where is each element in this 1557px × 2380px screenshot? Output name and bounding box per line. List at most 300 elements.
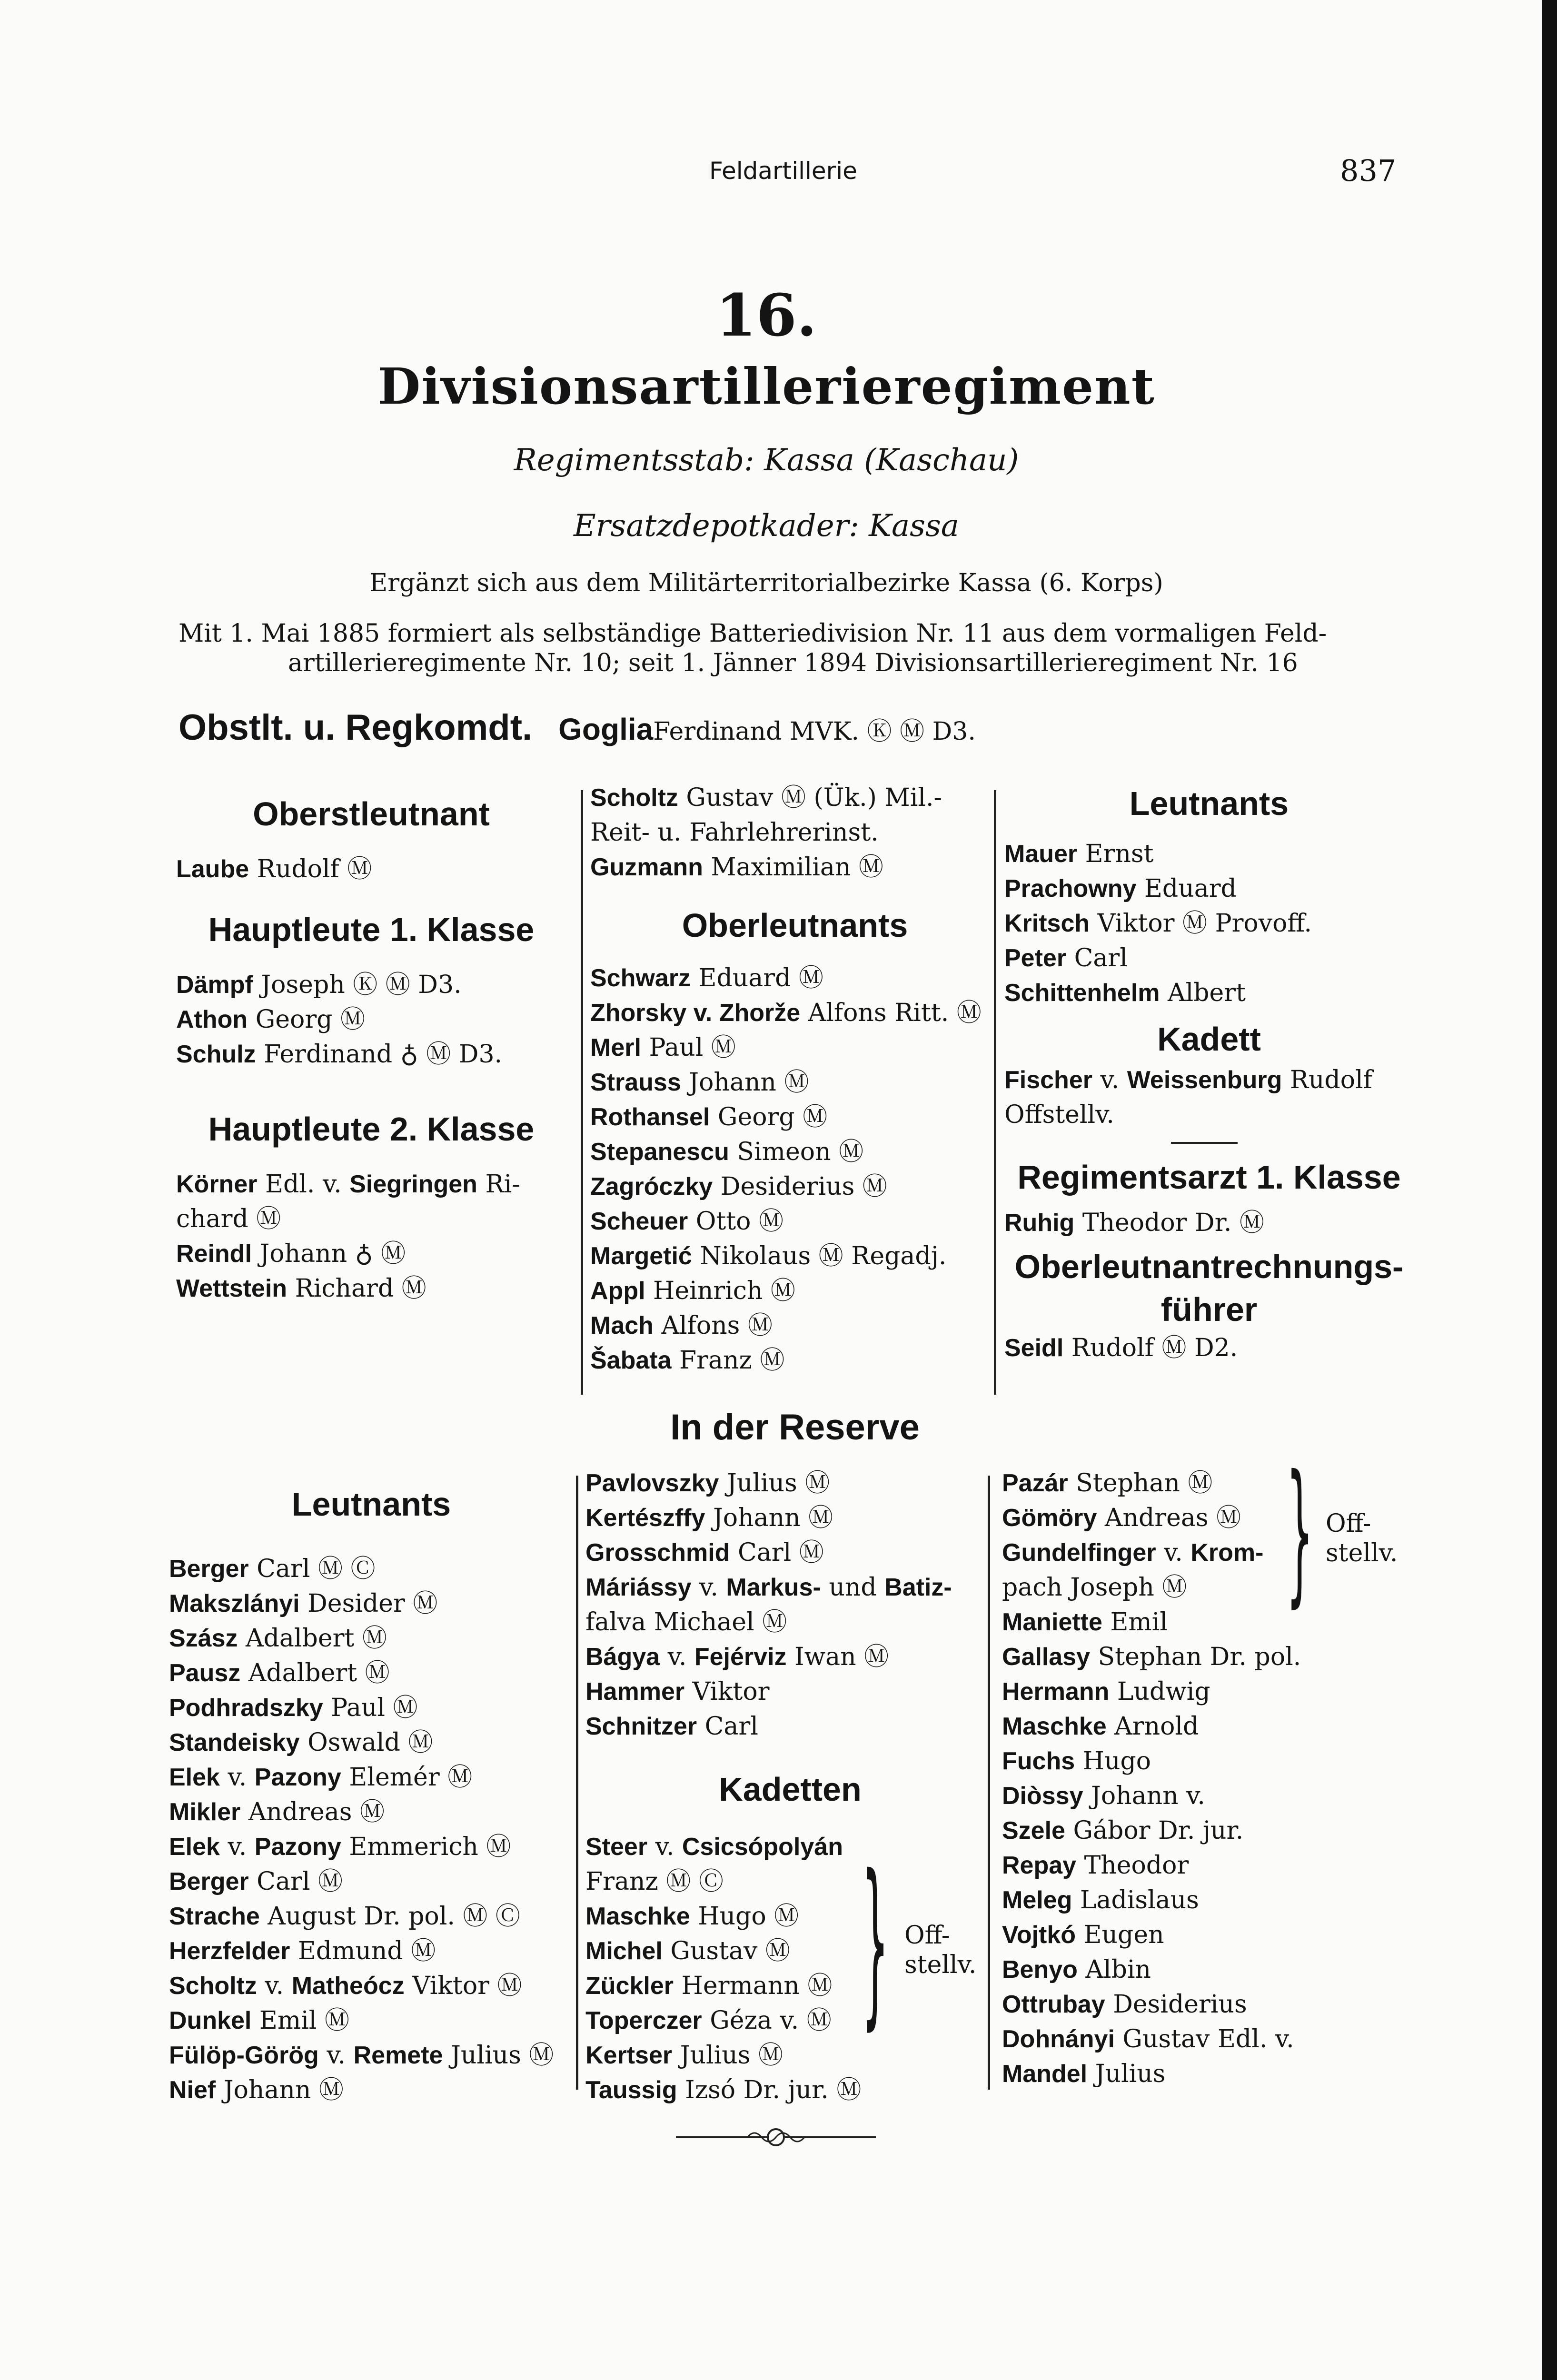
surname: Vojtkó: [1002, 1921, 1076, 1949]
surname: Szász: [169, 1625, 238, 1652]
heading-reserve: In der Reserve: [670, 1407, 920, 1448]
list-item: [590, 850, 1000, 885]
entry-text: Arnold: [1106, 1712, 1199, 1741]
entry-text: Gábor Dr. jur.: [1065, 1816, 1244, 1845]
surname: Krom-: [1190, 1539, 1264, 1567]
surname: Toperczer: [585, 2007, 702, 2034]
commander-surname: Goglia: [558, 712, 654, 746]
list-item: [1002, 1640, 1416, 1675]
surname: Strauss: [590, 1069, 681, 1096]
surname: Scheuer: [590, 1208, 688, 1235]
list-item: [169, 1830, 574, 1864]
heading-hauptleute-1: Hauptleute 1. Klasse: [208, 911, 535, 948]
entry-text: Nikolaus Ⓜ Regadj.: [692, 1242, 947, 1270]
list-item: [1004, 1098, 1414, 1132]
heading-reserve-leutnants: Leutnants: [291, 1486, 451, 1523]
list-item: [169, 1621, 574, 1656]
surname: Pazony: [254, 1833, 341, 1861]
entry-text: v.: [219, 1833, 255, 1861]
entry-text: Paul Ⓜ: [323, 1694, 418, 1722]
list-item: [585, 2038, 995, 2073]
surname: Gömöry: [1002, 1504, 1097, 1532]
heading-reserve-kadetten: Kadetten: [719, 1771, 862, 1808]
running-title: Feldartillerie: [709, 157, 857, 185]
page-number: 837: [1340, 153, 1397, 188]
surname: Kritsch: [1004, 910, 1090, 937]
list-item: [169, 1587, 574, 1621]
entry-text: Eugen: [1076, 1921, 1164, 1949]
surname: Mikler: [169, 1798, 241, 1826]
surname: Hammer: [585, 1678, 685, 1706]
entry-text: Albin: [1077, 1955, 1151, 1984]
entry-text: Julius: [1087, 2060, 1166, 2088]
surname: Matheócz: [291, 1972, 405, 2000]
list-item: [585, 1709, 995, 1744]
surname: Reindl: [176, 1240, 252, 1268]
entry-text: Desiderius: [1105, 1990, 1247, 2019]
commander-line: [179, 707, 976, 748]
list-item: [585, 1830, 995, 1864]
surname: Zagróczky: [590, 1173, 713, 1200]
list-item: [590, 1239, 1000, 1274]
brace-reserve-col3: }: [1286, 1443, 1314, 1623]
list-item: [1004, 1206, 1414, 1240]
entry-text: falva Michael Ⓜ: [585, 1608, 787, 1636]
list-item: [1004, 1063, 1414, 1098]
list-item: [585, 1536, 995, 1570]
surname: Fuchs: [1002, 1747, 1075, 1775]
entry-text: Johann ♁ Ⓜ: [251, 1240, 406, 1268]
surname: Kertser: [585, 2042, 673, 2069]
surname: Weissenburg: [1127, 1066, 1282, 1094]
heading-kadett: Kadett: [1157, 1021, 1261, 1058]
surname: Berger: [169, 1555, 249, 1583]
entry-text: v.: [257, 1972, 292, 2000]
surname: Mauer: [1004, 840, 1078, 868]
col3-note-line2: stellv.: [1326, 1539, 1398, 1567]
recruitment-line: Ergänzt sich aus dem Militärterritorialbezirke Kassa (6. Korps): [369, 569, 1163, 597]
list-item: [590, 996, 1000, 1031]
surname: Pausz: [169, 1659, 241, 1687]
surname: Batiz-: [884, 1574, 952, 1601]
entry-text: Viktor Ⓜ Provoff.: [1090, 909, 1312, 938]
surname: Stepanescu: [590, 1138, 729, 1166]
surname: Merl: [590, 1034, 641, 1061]
surname: Repay: [1002, 1852, 1077, 1879]
entry-text: Maximilian Ⓜ: [703, 853, 883, 882]
list-item: [176, 1237, 566, 1271]
entry-text: Gustav Ⓜ (Ük.) Mil.-: [678, 783, 942, 812]
surname: Dohnányi: [1002, 2025, 1115, 2053]
surname: Standeisky: [169, 1729, 300, 1756]
surname: Gallasy: [1002, 1643, 1091, 1671]
entry-text: Johann Ⓜ: [216, 2076, 344, 2104]
surname: Steer: [585, 1833, 648, 1861]
list-item: [169, 1760, 574, 1795]
entry-text: Julius Ⓜ: [443, 2041, 554, 2070]
list-item: [590, 781, 1000, 815]
entry-text: Julius Ⓜ: [719, 1469, 830, 1497]
entry-text: Viktor: [684, 1677, 770, 1706]
entry-text: Carl Ⓜ: [730, 1538, 824, 1567]
list-item: [1002, 1570, 1416, 1605]
entry-text: Emil Ⓜ: [251, 2006, 349, 2035]
list-item: [585, 1501, 995, 1536]
kadetten-offstellv-note: [904, 1921, 976, 1980]
entry-text: Adalbert Ⓜ: [240, 1659, 390, 1687]
scan-edge: [1542, 0, 1557, 2380]
heading-rechnungsfuehrer-line1: Oberleutnantrechnungs-: [1014, 1248, 1404, 1285]
list-item: [1002, 1883, 1416, 1918]
entry-text: Ludwig: [1109, 1677, 1210, 1706]
regiment-title: Divisionsartillerieregiment: [377, 357, 1155, 416]
entry-text: Franz Ⓜ Ⓒ: [585, 1867, 724, 1896]
entry-text: Otto Ⓜ: [688, 1207, 784, 1236]
surname: Maschke: [1002, 1713, 1107, 1740]
kadetten-note-line1: Off-: [904, 1921, 950, 1950]
entry-text: Gustav Edl. v.: [1114, 2025, 1294, 2053]
list-item: [590, 1031, 1000, 1065]
entry-text: Desiderius Ⓜ: [713, 1172, 887, 1201]
surname: Seidl: [1004, 1334, 1064, 1362]
entry-text: Stephan Dr. pol.: [1090, 1643, 1301, 1671]
list-item: [176, 1037, 566, 1072]
entry-text: Rudolf Ⓜ D2.: [1063, 1334, 1238, 1362]
entry-text: v.: [219, 1763, 255, 1792]
entry-text: Carl: [697, 1712, 758, 1741]
surname: Elek: [169, 1764, 220, 1791]
list-item: [590, 1135, 1000, 1170]
entry-text: Theodor: [1076, 1851, 1189, 1880]
entry-text: Ri-: [477, 1170, 520, 1199]
entry-text: Ernst: [1077, 840, 1154, 868]
reserve-column-1: [169, 1471, 574, 2108]
commander-rank: Obstlt. u. Regkomdt.: [179, 707, 533, 748]
surname: Pazár: [1002, 1469, 1068, 1497]
list-item: [1002, 1709, 1416, 1744]
list-item: [590, 1309, 1000, 1343]
surname: Kertészffy: [585, 1504, 705, 1532]
entry-text: und: [821, 1573, 885, 1602]
surname: Körner: [176, 1170, 258, 1198]
list-item: [176, 1202, 566, 1237]
entry-text: Viktor Ⓜ: [404, 1972, 522, 2000]
entry-text: Richard Ⓜ: [287, 1274, 426, 1303]
list-item: [590, 1343, 1000, 1378]
heading-leutnants: Leutnants: [1129, 785, 1289, 822]
column-rule: [576, 1476, 578, 2090]
entry-text: Franz Ⓜ: [671, 1346, 785, 1375]
entry-text: Desider Ⓜ: [299, 1589, 438, 1618]
entry-text: Georg Ⓜ: [248, 1005, 365, 1034]
surname: Csicsópolyán: [682, 1833, 843, 1861]
surname: Nief: [169, 2076, 216, 2104]
heading-oberleutnants: Oberleutnants: [682, 907, 908, 944]
entry-text: Stephan Ⓜ: [1068, 1469, 1213, 1497]
surname: Dämpf: [176, 971, 253, 999]
surname: Diòssy: [1002, 1782, 1083, 1810]
kadetten-note-line2: stellv.: [904, 1951, 977, 1979]
surname: Ottrubay: [1002, 1991, 1105, 2018]
entry-text: Carl: [1066, 944, 1128, 972]
entry-text: v.: [660, 1643, 694, 1671]
surname: Szele: [1002, 1817, 1065, 1844]
entry-text: chard Ⓜ: [176, 1205, 281, 1233]
entry-text: Géza v. Ⓜ: [702, 2006, 832, 2035]
list-item: [1004, 941, 1414, 976]
entry-text: v.: [318, 2041, 354, 2070]
list-item: [585, 2073, 995, 2108]
entry-text: Edl. v.: [257, 1170, 350, 1199]
entry-text: Emmerich Ⓜ: [341, 1833, 511, 1861]
list-item: [1002, 1466, 1416, 1501]
col3-note-line1: Off-: [1326, 1509, 1371, 1538]
entry-text: v.: [1156, 1538, 1191, 1567]
list-item: [169, 1656, 574, 1691]
list-item: [585, 2003, 995, 2038]
list-item: [1002, 2057, 1416, 2092]
surname: Peter: [1004, 944, 1067, 972]
surname: Pavlovszky: [585, 1469, 719, 1497]
surname: Gundelfinger: [1002, 1539, 1156, 1567]
entry-text: Johann Ⓜ: [681, 1068, 809, 1097]
surname: Maniette: [1002, 1608, 1102, 1636]
list-item: [585, 1605, 995, 1640]
entry-text: Johann v.: [1083, 1782, 1205, 1810]
entry-text: Eduard: [1136, 874, 1237, 903]
list-item: [1004, 872, 1414, 906]
list-item: [1002, 1779, 1416, 1814]
entry-text: Alfons Ritt. Ⓜ: [800, 999, 982, 1027]
list-item: [585, 1466, 995, 1501]
column-rule: [581, 790, 583, 1395]
surname: Máriássy: [585, 1574, 692, 1601]
entry-text: Alfons Ⓜ: [653, 1311, 773, 1340]
list-item: [585, 1640, 995, 1675]
entry-text: Carl Ⓜ Ⓒ: [248, 1555, 376, 1583]
surname: Mach: [590, 1312, 654, 1339]
heading-rechnungsfuehrer: [1004, 1245, 1414, 1331]
surname: Schwarz: [590, 964, 691, 992]
heading-rechnungsfuehrer-line2: führer: [1160, 1291, 1258, 1328]
list-item: [169, 1899, 574, 1934]
list-item: [169, 1934, 574, 1969]
entry-text: Paul Ⓜ: [641, 1033, 736, 1062]
surname: Rothansel: [590, 1103, 710, 1131]
list-item: [590, 1204, 1000, 1239]
list-item: [590, 815, 1000, 850]
list-item: [169, 2073, 574, 2108]
commander-details: Ferdinand MVK. Ⓚ Ⓜ D3.: [653, 717, 976, 746]
surname: Scholtz: [169, 1972, 257, 2000]
list-item: [590, 1170, 1000, 1204]
surname: Maschke: [585, 1903, 690, 1930]
list-item: [1004, 1331, 1414, 1366]
heading-hauptleute-2: Hauptleute 2. Klasse: [208, 1111, 535, 1148]
list-item: [1002, 1605, 1416, 1640]
surname: Mandel: [1002, 2060, 1088, 2088]
list-item: [169, 2038, 574, 2073]
surname: Fülöp-Görög: [169, 2042, 319, 2069]
entry-text: Georg Ⓜ: [710, 1103, 828, 1131]
list-item: [1002, 1953, 1416, 1987]
entry-text: Theodor Dr. Ⓜ: [1074, 1209, 1264, 1237]
entry-text: Gustav Ⓜ: [662, 1937, 790, 1965]
entry-text: Ferdinand ♁ Ⓜ D3.: [256, 1040, 503, 1069]
surname: Herzfelder: [169, 1937, 290, 1965]
list-item: [585, 1675, 995, 1709]
list-item: [1004, 837, 1414, 872]
column-rule: [994, 790, 996, 1395]
entry-text: Elemér Ⓜ: [341, 1763, 473, 1792]
list-item: [169, 1795, 574, 1830]
entry-text: Hermann Ⓜ: [673, 1972, 833, 2000]
list-item: [1002, 2022, 1416, 2057]
list-item: [1002, 1675, 1416, 1709]
list-item: [1004, 976, 1414, 1011]
brace-kadetten: }: [862, 1837, 889, 2048]
list-item: [176, 1167, 566, 1202]
list-item: [169, 1726, 574, 1760]
list-item: [1002, 1744, 1416, 1779]
surname: Guzmann: [590, 853, 703, 881]
history-line-2: artillerieregimente Nr. 10; seit 1. Jänner 1894 Divisionsartillerieregiment Nr. 16: [288, 649, 1298, 677]
surname: Laube: [176, 855, 249, 883]
entry-text: v.: [1092, 1066, 1127, 1094]
entry-text: Eduard Ⓜ: [690, 964, 823, 992]
surname: Dunkel: [169, 2007, 252, 2034]
column-rule: [988, 1476, 990, 2090]
list-item: [176, 1002, 566, 1037]
entry-text: Offstellv.: [1004, 1101, 1114, 1129]
column-2-upper: [590, 781, 1000, 1378]
surname: Bágya: [585, 1643, 660, 1671]
entry-text: Oswald Ⓜ: [299, 1728, 433, 1757]
list-item: [590, 961, 1000, 996]
entry-text: Reit- u. Fahrlehrerinst.: [590, 818, 879, 847]
list-item: [590, 1100, 1000, 1135]
surname: Schittenhelm: [1004, 979, 1160, 1007]
column-3-upper: [1004, 784, 1414, 1366]
surname: Athon: [176, 1006, 248, 1033]
entry-text: Andreas Ⓜ: [1097, 1504, 1241, 1532]
list-item: [1002, 1918, 1416, 1953]
list-item: [1002, 1814, 1416, 1848]
entry-text: Iwan Ⓜ: [786, 1643, 889, 1671]
surname: Michel: [585, 1937, 663, 1965]
regimentsstab-line: Regimentsstab: Kassa (Kaschau): [514, 443, 1019, 478]
ersatzdepot-line: Ersatzdepotkader: Kassa: [574, 508, 959, 544]
surname: Margetić: [590, 1242, 692, 1270]
entry-text: Johann Ⓜ: [705, 1504, 833, 1532]
surname: Prachowny: [1004, 875, 1137, 902]
surname: Schnitzer: [585, 1713, 697, 1740]
regiment-number: 16.: [715, 281, 817, 349]
heading-regimentsarzt: Regimentsarzt 1. Klasse: [1017, 1159, 1401, 1196]
list-item: [176, 852, 566, 887]
surname: Taussig: [585, 2076, 677, 2104]
entry-text: Carl Ⓜ: [248, 1867, 343, 1896]
entry-text: Andreas Ⓜ: [240, 1798, 385, 1826]
list-item: [585, 1864, 995, 1899]
entry-text: v.: [691, 1573, 726, 1602]
entry-text: Hugo Ⓜ: [690, 1902, 799, 1931]
list-item: [1004, 906, 1414, 941]
entry-text: Adalbert Ⓜ: [238, 1624, 387, 1653]
list-item: [590, 1274, 1000, 1309]
heading-oberstleutnant: Oberstleutnant: [253, 795, 490, 833]
list-item: [590, 1065, 1000, 1100]
surname: Elek: [169, 1833, 220, 1861]
surname: Scholtz: [590, 784, 678, 812]
reserve-col3-offstellv-note: [1326, 1509, 1398, 1568]
surname: Benyo: [1002, 1956, 1078, 1983]
entry-text: Edmund Ⓜ: [290, 1937, 436, 1965]
history-line-1: Mit 1. Mai 1885 formiert als selbständige Batteriedivision Nr. 11 aus dem vormaligen Feld-: [179, 619, 1327, 648]
list-item: [169, 1552, 574, 1587]
entry-text: Julius Ⓜ: [672, 2041, 783, 2070]
list-item: [169, 2003, 574, 2038]
entry-text: Joseph Ⓚ Ⓜ D3.: [253, 971, 462, 999]
entry-text: v.: [647, 1833, 682, 1861]
surname: Meleg: [1002, 1886, 1072, 1914]
list-item: [169, 1864, 574, 1899]
list-item: [176, 1271, 566, 1306]
history-paragraph: [179, 619, 1383, 678]
surname: Schulz: [176, 1041, 256, 1068]
entry-text: Ladislaus: [1072, 1886, 1199, 1914]
surname: Pazony: [254, 1764, 341, 1791]
list-item: [169, 1969, 574, 2003]
surname: Appl: [590, 1277, 645, 1305]
list-item: [169, 1691, 574, 1726]
entry-text: Izsó Dr. jur. Ⓜ: [677, 2076, 862, 2104]
surname: Fejérviz: [694, 1643, 787, 1671]
reserve-column-2: [585, 1466, 995, 2108]
entry-text: Emil: [1102, 1608, 1168, 1636]
entry-text: Hugo: [1075, 1747, 1151, 1775]
surname: Grosschmid: [585, 1539, 730, 1567]
surname: Šabata: [590, 1347, 672, 1374]
surname: Hermann: [1002, 1678, 1110, 1706]
surname: Zückler: [585, 1972, 674, 2000]
list-item: [1002, 1987, 1416, 2022]
divider: [1171, 1142, 1238, 1144]
list-item: [585, 1570, 995, 1605]
surname: Remete: [353, 2042, 443, 2069]
surname: Berger: [169, 1868, 249, 1895]
surname: Ruhig: [1004, 1209, 1075, 1237]
entry-text: Rudolf Ⓜ: [249, 855, 372, 883]
surname: Wettstein: [176, 1275, 288, 1302]
surname: Zhorsky v. Zhorže: [590, 999, 801, 1027]
entry-text: Heinrich Ⓜ: [645, 1277, 795, 1305]
entry-text: Albert: [1160, 979, 1246, 1007]
entry-text: pach Joseph Ⓜ: [1002, 1573, 1187, 1602]
surname: Podhradszky: [169, 1694, 323, 1722]
surname: Fischer: [1004, 1066, 1092, 1094]
list-item: [176, 968, 566, 1002]
entry-text: Simeon Ⓜ: [729, 1138, 864, 1166]
surname: Siegringen: [349, 1170, 477, 1198]
end-ornament: [676, 2125, 876, 2149]
surname: Markus-: [726, 1574, 821, 1601]
surname: Makszlányi: [169, 1590, 300, 1617]
list-item: [1002, 1848, 1416, 1883]
column-1-upper: [176, 795, 566, 1306]
surname: Strache: [169, 1903, 260, 1930]
entry-text: Rudolf: [1282, 1066, 1372, 1094]
